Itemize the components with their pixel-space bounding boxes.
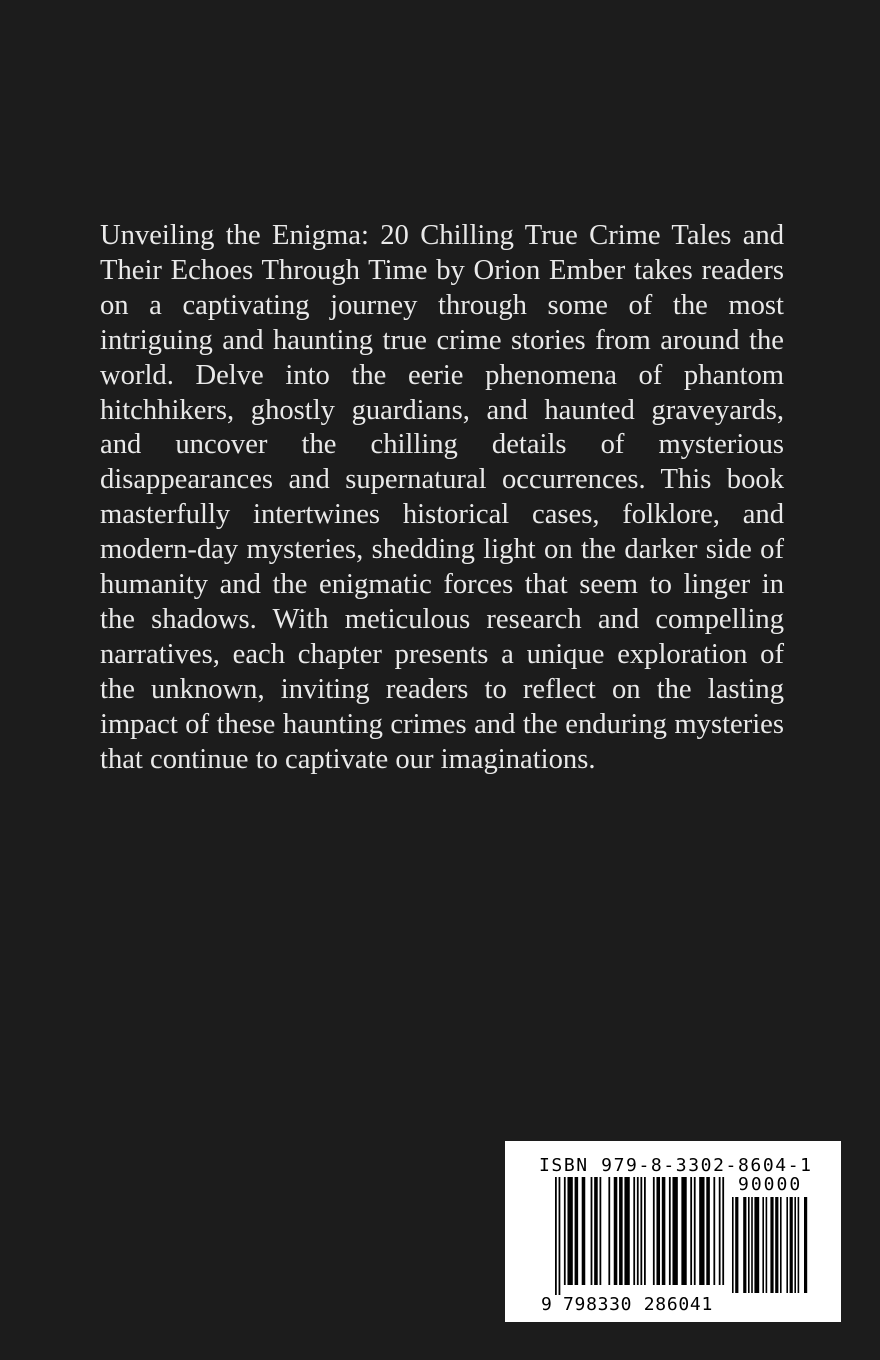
barcode-bar <box>600 1177 602 1285</box>
barcode-bar <box>699 1177 704 1285</box>
barcode-bar <box>770 1197 773 1293</box>
barcode-bar <box>559 1177 561 1295</box>
barcode-bar <box>786 1197 788 1293</box>
barcode-bar <box>719 1177 721 1285</box>
barcode-bar <box>690 1177 692 1285</box>
barcode-bar <box>743 1197 746 1293</box>
barcode-bar <box>575 1177 579 1285</box>
ean-digits: 798330 286041 <box>563 1294 713 1315</box>
barcode-bar <box>694 1177 696 1285</box>
book-description: Unveiling the Enigma: 20 Chilling True Crime Tales and Their Echoes Through Time by Orion Ember takes readers on a captivating journey through some of the most intriguing and haunting true crime stories from around the world. Delve into the eerie phenomena of phantom hitchhikers, ghostly guardians, and haunted graveyards, and uncover the chilling details of mysterious disappearances and supernatural occurrences. This book masterfully intertwines historical cases, folklore, and modern-day mysteries, shedding light on the darker side of humanity and the enigmatic forces that seem to linger in the shadows. With meticulous research and compelling narratives, each chapter presents a unique exploration of the unknown, inviting readers to reflect on the lasting impact of these haunting crimes and the enduring mysteries that continue to captivate our imaginations. <box>100 220 784 775</box>
barcode-bar <box>555 1177 557 1295</box>
barcode-bar <box>624 1177 629 1285</box>
barcode-bar <box>798 1197 800 1293</box>
barcode-bar <box>732 1197 734 1293</box>
barcode-bar <box>681 1177 686 1285</box>
ean13-barcode <box>555 1177 725 1295</box>
price-code: 90000 <box>738 1174 803 1195</box>
barcode-bar <box>754 1197 759 1293</box>
barcode-bar <box>633 1177 635 1285</box>
barcode-bar <box>582 1177 586 1285</box>
barcode-block <box>505 1141 841 1322</box>
ean-lead-digit: 9 <box>541 1294 552 1315</box>
barcode-bar <box>780 1197 782 1293</box>
barcode-bar <box>722 1177 724 1285</box>
barcode-bar <box>591 1177 593 1285</box>
barcode-bar <box>656 1177 660 1285</box>
barcode-bar <box>640 1177 642 1285</box>
isbn-label: ISBN 979-8-3302-8604-1 <box>539 1155 813 1176</box>
barcode-bar <box>567 1177 572 1285</box>
barcode-bar <box>614 1177 618 1285</box>
barcode-bar <box>644 1177 646 1285</box>
barcode-bar <box>713 1177 715 1285</box>
barcode-bar <box>662 1177 666 1285</box>
barcode-bar <box>790 1197 793 1293</box>
barcode-bar <box>564 1177 566 1285</box>
barcode-bar <box>775 1197 778 1293</box>
barcode-bar <box>669 1177 671 1285</box>
barcode-bar <box>653 1177 655 1285</box>
barcode-bar <box>751 1197 753 1293</box>
barcode-bar <box>706 1177 710 1285</box>
barcode-bar <box>594 1177 598 1285</box>
barcode-bar <box>619 1177 623 1285</box>
addon-barcode <box>732 1197 808 1295</box>
barcode-bar <box>748 1197 750 1293</box>
barcode-bar <box>762 1197 764 1293</box>
barcode-bar <box>637 1177 639 1285</box>
barcode-bar <box>766 1197 768 1293</box>
barcode-bar <box>672 1177 677 1285</box>
barcode-bar <box>804 1197 807 1293</box>
barcode-bar <box>608 1177 610 1285</box>
barcode-bar <box>794 1197 796 1293</box>
barcode-bar <box>735 1197 738 1293</box>
